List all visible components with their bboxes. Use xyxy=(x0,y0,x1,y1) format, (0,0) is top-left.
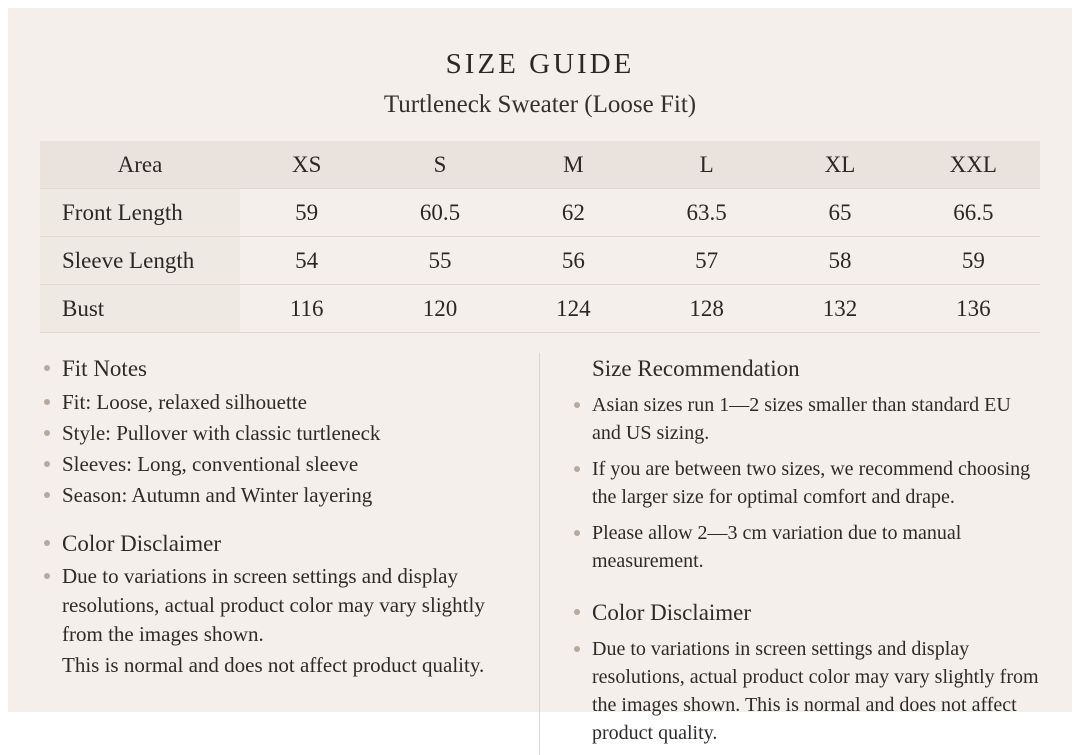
cell-front-length-m: 62 xyxy=(507,189,640,237)
cell-front-length-s: 60.5 xyxy=(373,189,506,237)
cell-front-length-xl: 65 xyxy=(773,189,906,237)
cell-bust-m: 124 xyxy=(507,285,640,333)
list-item: Due to variations in screen settings and display resolutions, actual product color may vary slightly from the images shown. This is normal and does not affect product quality. xyxy=(570,635,1040,747)
table-header-xl: XL xyxy=(773,141,906,189)
cell-sleeve-length-xl: 58 xyxy=(773,237,906,285)
fit-notes-heading: Fit Notes xyxy=(40,353,513,385)
size-recommendation-list xyxy=(570,353,1040,575)
cell-sleeve-length-l: 57 xyxy=(640,237,773,285)
cell-bust-xxl: 136 xyxy=(907,285,1040,333)
table-header-m: M xyxy=(507,141,640,189)
size-table-head xyxy=(40,141,1040,189)
table-header-area: Area xyxy=(40,141,240,189)
table-header-xxl: XXL xyxy=(907,141,1040,189)
spacer xyxy=(570,583,1040,597)
page-subtitle: Turtleneck Sweater (Loose Fit) xyxy=(383,91,697,118)
cell-bust-l: 128 xyxy=(640,285,773,333)
notes-columns xyxy=(40,353,1040,755)
cell-front-length-xs: 59 xyxy=(240,189,373,237)
cell-sleeve-length-xs: 54 xyxy=(240,237,373,285)
size-table xyxy=(40,141,1040,333)
row-label-front-length: Front Length xyxy=(40,189,240,237)
list-item: Style: Pullover with classic turtleneck xyxy=(40,419,513,448)
cell-bust-xs: 116 xyxy=(240,285,373,333)
table-row xyxy=(40,237,1040,285)
row-label-sleeve-length: Sleeve Length xyxy=(40,237,240,285)
size-recommendation-heading: Size Recommendation xyxy=(592,356,800,381)
table-row xyxy=(40,285,1040,333)
list-item: Due to variations in screen settings and display resolutions, actual product color may vary slightly from the images shown. xyxy=(40,562,513,649)
color-disclaimer-list-left xyxy=(40,528,513,681)
table-header-l: L xyxy=(640,141,773,189)
notes-column-left xyxy=(40,353,540,755)
fit-notes-list xyxy=(40,353,513,510)
list-item: Asian sizes run 1—2 sizes smaller than standard EU and US sizing. xyxy=(570,391,1040,447)
cell-front-length-l: 63.5 xyxy=(640,189,773,237)
row-label-bust: Bust xyxy=(40,285,240,333)
notes-column-right xyxy=(540,353,1040,755)
cell-front-length-xxl: 66.5 xyxy=(907,189,1040,237)
color-disclaimer-heading-right: Color Disclaimer xyxy=(570,597,1040,629)
table-header-xs: XS xyxy=(240,141,373,189)
list-item: Sleeves: Long, conventional sleeve xyxy=(40,450,513,479)
cell-bust-s: 120 xyxy=(373,285,506,333)
table-header-row xyxy=(40,141,1040,189)
table-row xyxy=(40,189,1040,237)
cell-sleeve-length-xxl: 59 xyxy=(907,237,1040,285)
list-item: Season: Autumn and Winter layering xyxy=(40,481,513,510)
color-disclaimer-heading-left: Color Disclaimer xyxy=(40,528,513,560)
cell-sleeve-length-s: 55 xyxy=(373,237,506,285)
list-item: If you are between two sizes, we recommend choosing the larger size for optimal comfort and drape. xyxy=(570,455,1040,511)
table-header-s: S xyxy=(373,141,506,189)
cell-bust-xl: 132 xyxy=(773,285,906,333)
list-item: Please allow 2—3 cm variation due to manual measurement. xyxy=(570,519,1040,575)
spacer xyxy=(40,512,513,528)
list-item: Fit: Loose, relaxed silhouette xyxy=(40,388,513,417)
page-title: SIZE GUIDE xyxy=(445,48,635,80)
color-disclaimer-list-right xyxy=(570,597,1040,747)
cell-sleeve-length-m: 56 xyxy=(507,237,640,285)
size-table-body xyxy=(40,189,1040,333)
color-disclaimer-extra-left: This is normal and does not affect product quality. xyxy=(62,653,485,678)
size-guide-page xyxy=(8,8,1072,745)
